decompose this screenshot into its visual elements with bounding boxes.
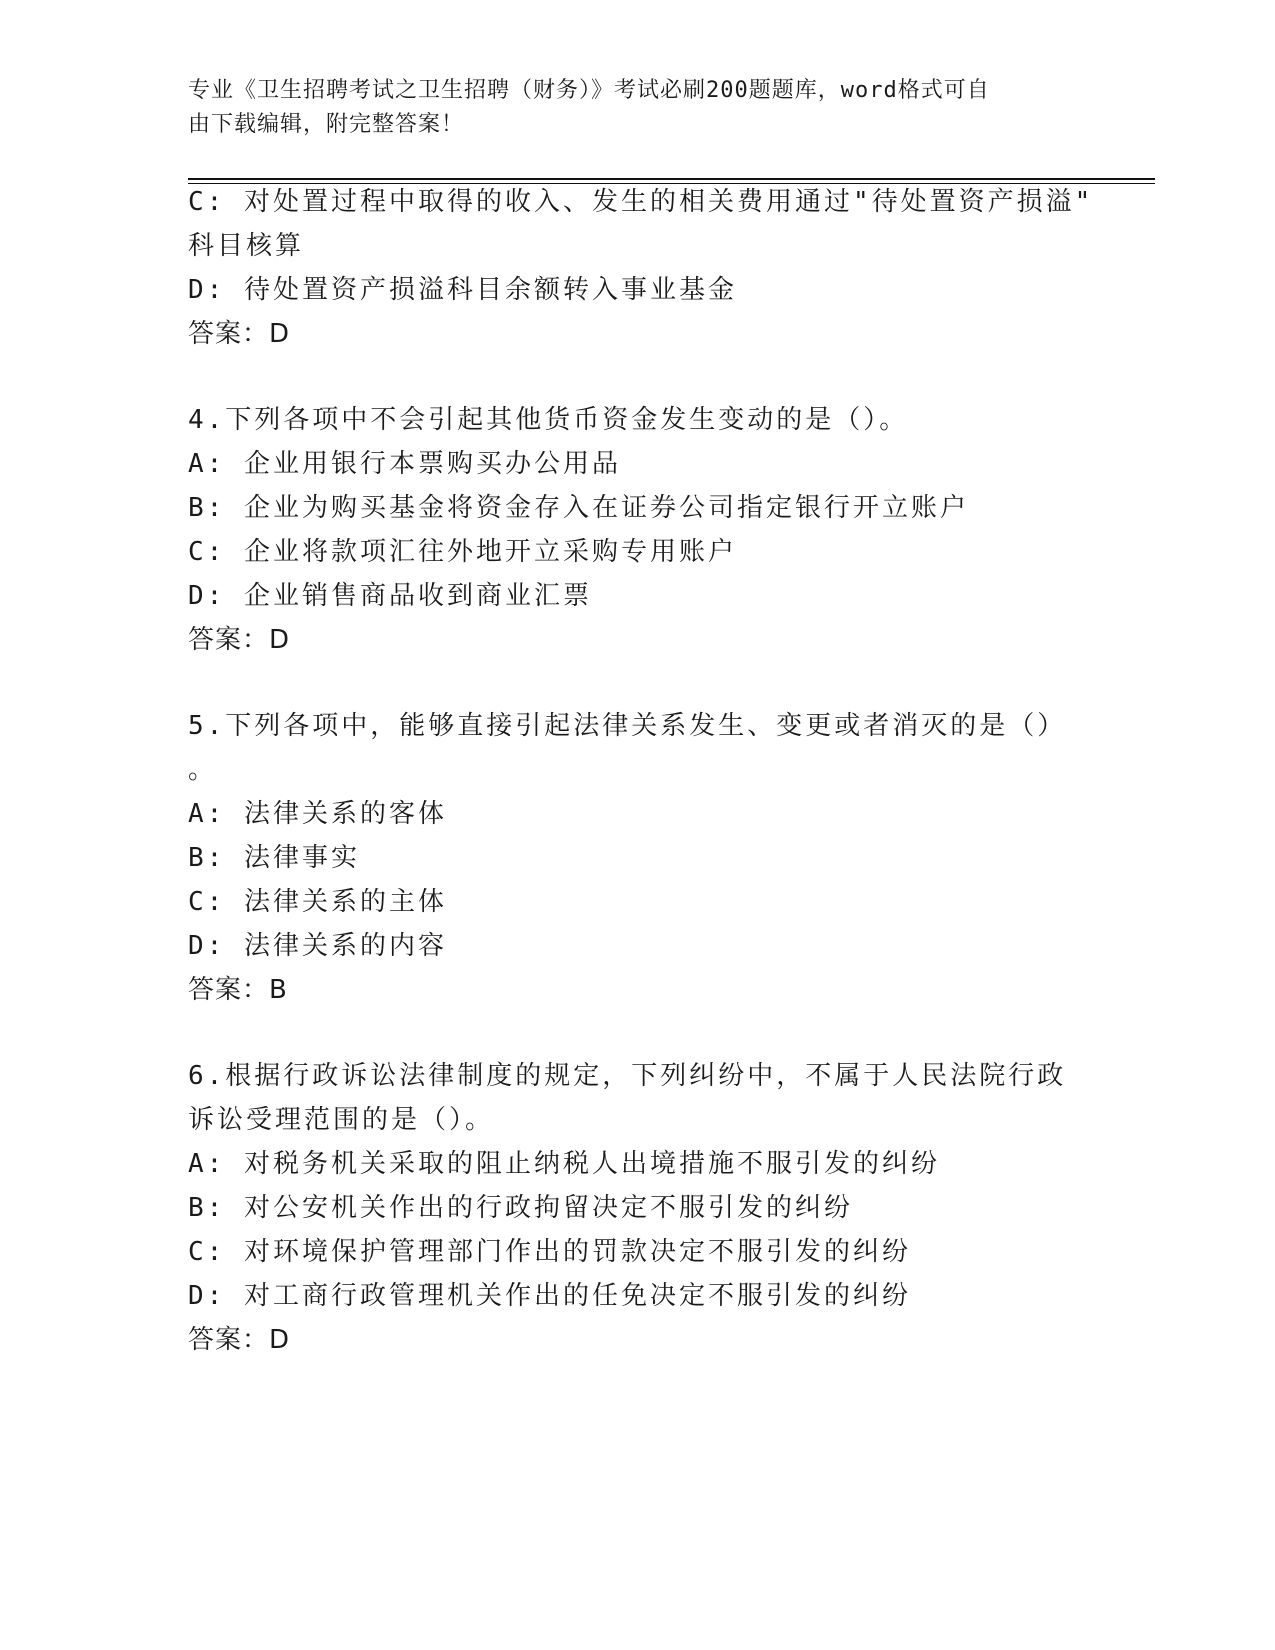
question-4-option-c: C: 企业将款项汇往外地开立采购专用账户 xyxy=(188,537,737,567)
question-4-option-d: D: 企业销售商品收到商业汇票 xyxy=(188,581,592,611)
question-6-option-d: D: 对工商行政管理机关作出的任免决定不服引发的纠纷 xyxy=(188,1281,911,1311)
option-c-line-2: 科目核算 xyxy=(188,231,305,261)
question-5-stem-line-2: 。 xyxy=(188,755,218,785)
header-rule-thick xyxy=(188,178,1155,180)
option-d: D: 待处置资产损溢科目余额转入事业基金 xyxy=(188,275,737,305)
question-6-stem-line-2: 诉讼受理范围的是（）。 xyxy=(188,1105,495,1135)
question-5-option-d: D: 法律关系的内容 xyxy=(188,931,447,961)
question-6-option-a: A: 对税务机关采取的阻止纳税人出境措施不服引发的纠纷 xyxy=(188,1149,940,1179)
question-5-option-b: B: 法律事实 xyxy=(188,843,360,873)
header-rule-thin xyxy=(188,183,1155,184)
question-6-stem-line-1: 6.根据行政诉讼法律制度的规定，下列纠纷中，不属于人民法院行政 xyxy=(188,1061,1067,1091)
header-line-2: 由下载编辑，附完整答案！ xyxy=(188,112,465,137)
document-header xyxy=(188,74,1068,142)
question-6-answer: 答案：D xyxy=(188,1325,291,1355)
question-5-option-a: A: 法律关系的客体 xyxy=(188,799,447,829)
question-4-option-b: B: 企业为购买基金将资金存入在证券公司指定银行开立账户 xyxy=(188,493,969,523)
question-6-option-b: B: 对公安机关作出的行政拘留决定不服引发的纠纷 xyxy=(188,1193,853,1223)
option-c-line-1: C: 对处置过程中取得的收入、发生的相关费用通过"待处置资产损溢" xyxy=(188,187,1094,217)
header-line-1: 专业《卫生招聘考试之卫生招聘（财务）》考试必刷200题题库，word格式可自 xyxy=(188,78,990,103)
question-4-answer: 答案：D xyxy=(188,625,291,655)
answer: 答案：D xyxy=(188,319,291,349)
question-5-option-c: C: 法律关系的主体 xyxy=(188,887,447,917)
question-4-stem: 4.下列各项中不会引起其他货币资金发生变动的是（）。 xyxy=(188,405,909,435)
question-6-option-c: C: 对环境保护管理部门作出的罚款决定不服引发的纠纷 xyxy=(188,1237,911,1267)
question-5-answer: 答案：B xyxy=(188,975,288,1005)
question-4-option-a: A: 企业用银行本票购买办公用品 xyxy=(188,449,621,479)
question-5-stem-line-1: 5.下列各项中，能够直接引起法律关系发生、变更或者消灭的是（） xyxy=(188,711,1067,741)
